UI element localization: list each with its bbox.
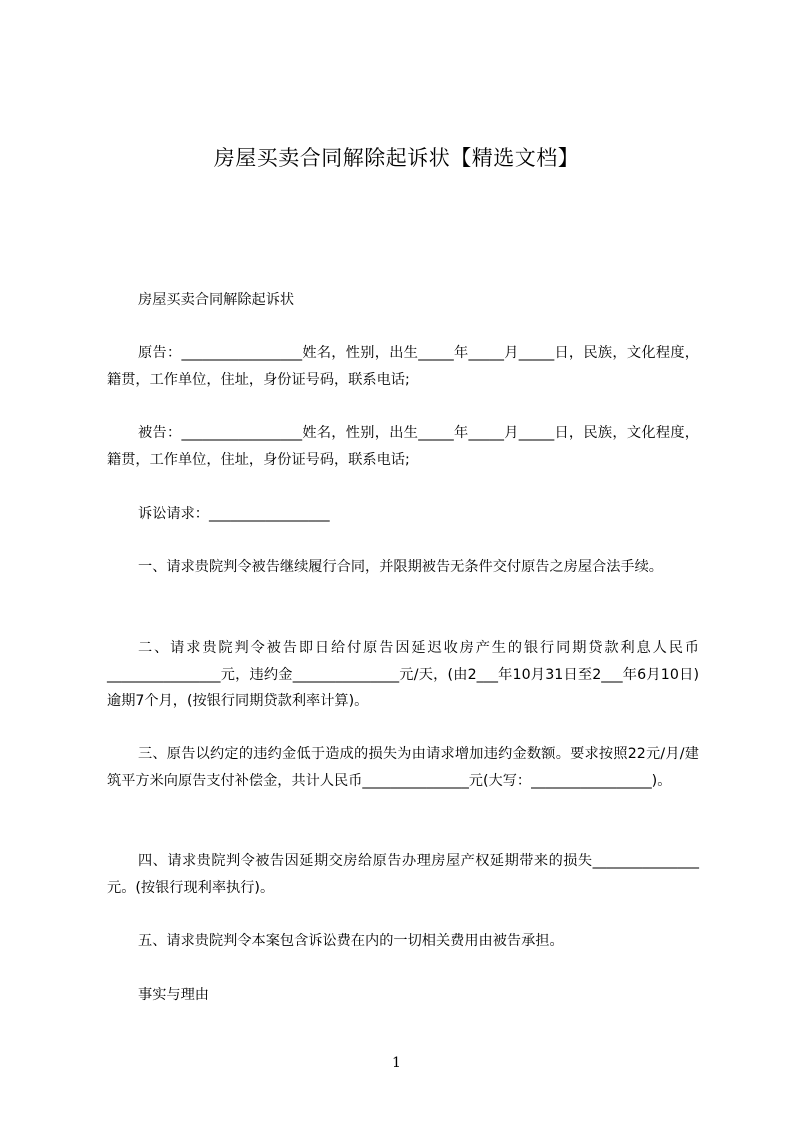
claim-2: 二、请求贵院判令被告即日给付原告因延迟收房产生的银行同期贷款利息人民币________________元，违约金_______________元/天，(由2___年10月31日至2___年6月10日)逾期7个月，(按银行同期贷款利率计算)。 <box>107 640 699 709</box>
defendant-paragraph: 被告：_________________姓名，性别，出生_____年_____月_____日，民族，文化程度，籍贯，工作单位，住址，身份证号码，联系电话; <box>107 425 699 468</box>
page-number: 1 <box>392 1055 401 1071</box>
claims-heading: 诉讼请求：_________________ <box>138 506 330 522</box>
claim-1: 一、请求贵院判令被告继续履行合同，并限期被告无条件交付原告之房屋合法手续。 <box>138 559 663 575</box>
claim-5: 五、请求贵院判令本案包含诉讼费在内的一切相关费用由被告承担。 <box>138 933 564 949</box>
plaintiff-paragraph: 原告：_________________姓名，性别，出生_____年_____月_____日，民族，文化程度，籍贯，工作单位，住址，身份证号码，联系电话; <box>107 345 699 388</box>
claim-4: 四、请求贵院判令被告因延期交房给原告办理房屋产权延期带来的损失_______________元。(按银行现利率执行)。 <box>107 853 699 896</box>
claim-3: 三、原告以约定的违约金低于造成的损失为由请求增加违约金数额。要求按照22元/月/建筑平方米向原告支付补偿金，共计人民币_______________元(大写：_________________)。 <box>107 746 699 789</box>
subtitle: 房屋买卖合同解除起诉状 <box>138 292 295 308</box>
facts-heading: 事实与理由 <box>138 987 209 1003</box>
document-title: 房屋买卖合同解除起诉状【精选文档】 <box>213 146 580 170</box>
